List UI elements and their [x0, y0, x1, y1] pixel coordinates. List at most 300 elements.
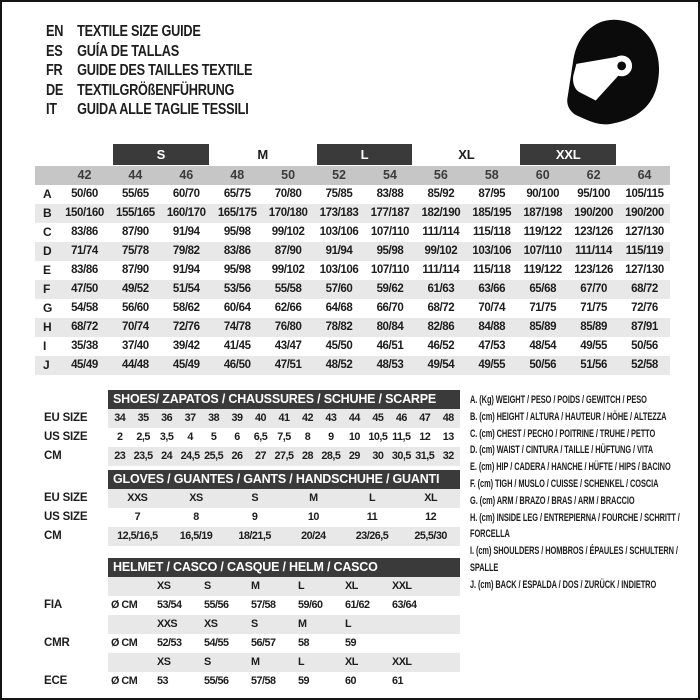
row-letter: D: [43, 244, 52, 258]
measurement-value: 107/110: [370, 264, 410, 276]
measurement-row: [35, 318, 670, 337]
gloves-value: 18/21,5: [238, 530, 271, 542]
helmet-value: 57/58: [251, 599, 276, 611]
measurement-value: 79/82: [172, 245, 200, 257]
shoes-value: 30,5: [391, 450, 411, 462]
shoes-value: 24,5: [180, 450, 200, 462]
helmet-sizes-spacer: [35, 577, 108, 596]
shoes-value: 32: [442, 450, 454, 462]
measurement-value: 90/100: [526, 188, 560, 200]
helmet-values-row: [108, 596, 460, 615]
measurement-value: 95/98: [223, 226, 251, 238]
measurement-value: 46/51: [376, 340, 404, 352]
measurement-value: 103/106: [319, 264, 359, 276]
shoes-value: 6,5: [253, 431, 268, 443]
shoes-value: 13: [442, 431, 454, 443]
section-title-spacer: [35, 558, 108, 577]
gloves-value: 8: [193, 511, 199, 523]
row-letter: A: [43, 187, 52, 201]
measurement-value: 170/180: [268, 207, 308, 219]
size-label: 52: [332, 168, 346, 182]
helmet-value: 55/56: [204, 675, 229, 687]
helmet-size-label: L: [298, 656, 305, 668]
measurement-value: 95/98: [223, 264, 251, 276]
helmet-values-row: [108, 672, 460, 691]
racing-helmet-icon: [558, 16, 664, 130]
helmet-size-label: S: [251, 618, 258, 630]
size-row-spacer: [35, 166, 59, 185]
helmet-size-label: M: [251, 656, 260, 668]
gloves-size-table: [35, 470, 460, 546]
shoes-value: 42: [301, 412, 313, 424]
language-title: GUIDA ALLE TAGLIE TESSILI: [77, 101, 249, 118]
helmet-size-label: [389, 615, 436, 634]
group-header-spacer: [35, 144, 110, 165]
gloves-value: 11: [366, 511, 378, 523]
measurement-value: 82/86: [427, 321, 455, 333]
size-label: 44: [128, 168, 143, 182]
shoes-value: 43: [325, 412, 337, 424]
shoes-value: 28,5: [321, 450, 341, 462]
size-label: 64: [637, 168, 652, 182]
row-letter: E: [43, 263, 52, 277]
measurement-value: 187/198: [523, 207, 563, 219]
measurement-value: 111/114: [575, 245, 613, 257]
size-group-s: S: [113, 144, 209, 165]
measurement-value: 99/102: [271, 226, 305, 238]
measurement-value: 83/86: [71, 226, 98, 238]
legend-item: C. (cm) CHEST / PECHO / POITRINE / TRUHE / PETTO: [470, 427, 656, 440]
measurement-value: 75/85: [325, 188, 353, 200]
measurement-value: 155/165: [115, 207, 155, 219]
row-letter: B: [43, 206, 52, 220]
measurement-row: [35, 223, 670, 242]
row-letter: G: [43, 301, 53, 315]
measurement-value: 85/89: [529, 321, 557, 333]
measurement-value: 47/53: [478, 340, 506, 352]
measurement-value: 41/45: [223, 340, 251, 352]
measurement-row: [35, 337, 670, 356]
helmet-value: 59: [345, 637, 357, 649]
helmet-size-label: XS: [157, 656, 171, 668]
measurement-value: 70/74: [121, 321, 149, 333]
helmet-value: 58: [298, 637, 310, 649]
shoes-value: 3,5: [159, 431, 174, 443]
measurement-value: 80/84: [376, 321, 404, 333]
helmet-diameter-spacer: [108, 615, 154, 634]
measurement-value: 111/114: [422, 264, 460, 276]
gloves-row-label: US SIZE: [44, 511, 88, 523]
shoes-row: [108, 447, 460, 466]
gloves-row-label: CM: [44, 530, 62, 542]
measurement-value: 49/55: [478, 359, 506, 371]
measurement-value: 123/126: [574, 226, 613, 238]
gloves-value: 12: [425, 511, 437, 523]
diameter-cm-label: Ø CM: [111, 637, 138, 649]
shoes-value: 23,5: [133, 450, 153, 462]
measurement-value: 119/122: [523, 264, 562, 276]
measurement-value: 70/80: [274, 188, 302, 200]
measurement-value: 49/52: [121, 283, 149, 295]
shoes-value: 2: [116, 431, 123, 443]
gloves-value: 16,5/19: [179, 530, 213, 542]
measurement-value: 47/50: [71, 283, 98, 295]
measurement-value: 87/95: [478, 188, 506, 200]
shoes-row-label: US SIZE: [44, 431, 88, 443]
shoes-value: 35: [137, 412, 149, 424]
gloves-value: L: [368, 492, 376, 504]
gloves-value: 9: [251, 511, 258, 523]
measurement-value: 47/51: [274, 359, 302, 371]
language-row: [46, 100, 252, 120]
measurement-value: 83/86: [71, 264, 98, 276]
shoes-value: 37: [184, 412, 196, 424]
measurement-value: 45/49: [71, 359, 98, 371]
measurement-value: 45/49: [172, 359, 200, 371]
measurement-row: [35, 261, 670, 280]
measurement-value: 107/110: [370, 226, 410, 238]
measurement-value: 165/175: [217, 207, 257, 219]
gloves-value: 25,5/30: [414, 530, 447, 542]
shoes-value: 34: [114, 412, 126, 424]
helmet-size-label: XS: [157, 580, 171, 592]
legend-item: G. (cm) ARM / BRAZO / BRAS / ARM / BRACCIO: [470, 494, 635, 507]
legend-item: H. (cm) INSIDE LEG / ENTREPIERNA / FOURCHE / SCHRITT / FORCELLA: [470, 511, 680, 541]
shoes-value: 44: [348, 412, 360, 424]
measurement-value: 91/94: [325, 245, 353, 257]
measurement-value: 103/106: [472, 245, 512, 257]
helmet-size-label: XL: [345, 656, 358, 668]
measurement-value: 71/75: [580, 302, 607, 314]
measurement-value: 99/102: [424, 245, 458, 257]
helmet-size-label: M: [251, 580, 260, 592]
measurement-value: 78/82: [325, 321, 353, 333]
measurement-value: 87/91: [631, 321, 658, 333]
measurement-row: [35, 204, 670, 223]
shoes-title: SHOES/ ZAPATOS / CHAUSSURES / SCHUHE / SCARPE: [108, 390, 460, 409]
shoes-value: 46: [395, 412, 407, 424]
shoes-value: 27,5: [274, 450, 294, 462]
measurement-value: 83/88: [376, 188, 404, 200]
language-code: EN: [46, 23, 64, 40]
shoes-row: [108, 428, 460, 447]
row-letter: C: [43, 225, 52, 239]
measurement-value: 54/58: [71, 302, 98, 314]
language-title: GUIDE DES TAILLES TEXTILE: [77, 62, 253, 79]
helmet-value: 59/60: [298, 599, 323, 611]
helmet-value: 53: [157, 675, 169, 687]
helmet-size-label: XXS: [157, 618, 178, 630]
size-group-xl: XL: [458, 147, 475, 162]
gloves-value: XXS: [127, 492, 148, 504]
measurement-value: 84/88: [478, 321, 506, 333]
shoes-value: 38: [208, 412, 220, 424]
gloves-value: S: [251, 492, 259, 504]
helmet-value: 63/64: [392, 599, 417, 611]
helmet-values-row: [108, 634, 460, 653]
measurement-value: 57/60: [325, 283, 353, 295]
measurement-value: 91/94: [172, 264, 200, 276]
measurement-value: 50/56: [631, 340, 658, 352]
shoes-value: 26: [231, 450, 243, 462]
helmet-sizes-spacer: [35, 653, 108, 672]
gloves-row: [108, 508, 460, 527]
language-title: TEXTILE SIZE GUIDE: [77, 23, 201, 40]
measurement-value: 107/110: [523, 245, 562, 257]
shoes-value: 11,5: [392, 431, 411, 443]
helmet-value: 57/58: [251, 675, 276, 687]
helmet-value: 52/53: [157, 637, 182, 649]
gloves-value: 7: [134, 511, 141, 523]
measurement-value: 91/94: [172, 226, 200, 238]
measurement-value: 65/68: [529, 283, 557, 295]
language-row: [46, 81, 252, 101]
row-letter: J: [43, 358, 50, 372]
diameter-cm-label: Ø CM: [111, 675, 138, 687]
measurement-value: 37/40: [121, 340, 149, 352]
language-code: DE: [46, 81, 64, 99]
shoes-row-label: CM: [44, 450, 62, 462]
measurement-value: 182/190: [421, 207, 461, 219]
measurement-value: 190/200: [625, 207, 664, 219]
size-label: 50: [281, 168, 296, 182]
shoes-value: 29: [348, 450, 360, 462]
helmet-value: 56/57: [251, 637, 276, 649]
gloves-title: GLOVES / GUANTES / GANTS / HANDSCHUHE / GUANTI: [108, 470, 460, 489]
measurement-value: 35/38: [71, 340, 98, 352]
measurement-value: 87/90: [274, 245, 302, 257]
measurement-value: 115/118: [473, 226, 511, 238]
measurement-value: 99/102: [271, 264, 305, 276]
size-label: 54: [383, 168, 397, 182]
shoes-value: 27: [255, 450, 267, 462]
measurement-value: 55/65: [121, 188, 149, 200]
measurement-value: 48/54: [529, 340, 557, 352]
legend-item: A. (Kg) WEIGHT / PESO / POIDS / GEWITCH / PESO: [470, 394, 647, 406]
measurement-value: 68/72: [71, 321, 98, 333]
shoes-value: 36: [161, 412, 173, 424]
measurement-row: [35, 356, 670, 375]
measurement-value: 185/195: [472, 207, 512, 219]
shoes-value: 23: [114, 450, 126, 462]
helmet-value: [389, 634, 436, 653]
measurement-value: 60/64: [223, 302, 251, 314]
measurement-value: 50/56: [529, 359, 557, 371]
helmet-size-label: XXL: [392, 656, 412, 668]
helmet-size-label: M: [298, 618, 307, 630]
measurement-value: 127/130: [625, 226, 664, 238]
textile-size-table: [35, 144, 670, 375]
size-label: 46: [179, 168, 194, 182]
measurement-value: 76/80: [274, 321, 302, 333]
shoes-value: 4: [187, 431, 193, 443]
gloves-value: M: [309, 492, 318, 504]
shoes-value: 30: [372, 450, 384, 462]
measurement-value: 150/160: [65, 207, 104, 219]
measurement-value: 177/187: [370, 207, 410, 219]
measurement-value: 66/70: [376, 302, 404, 314]
measurement-value: 67/70: [580, 283, 607, 295]
language-title-list: [46, 22, 252, 120]
measurement-value: 71/75: [529, 302, 557, 314]
size-label: 42: [77, 168, 92, 182]
measurement-value: 190/200: [574, 207, 613, 219]
shoes-value: 28: [301, 450, 313, 462]
measurement-value: 115/118: [473, 264, 511, 276]
shoes-value: 7,5: [277, 431, 291, 443]
shoes-value: 40: [255, 412, 267, 424]
helmet-diameter-spacer: [108, 653, 154, 672]
helmet-size-label: L: [345, 618, 352, 630]
helmet-size-label: XS: [204, 618, 218, 630]
size-group-l: L: [317, 144, 413, 165]
helmet-size-label: XL: [345, 580, 358, 592]
measurement-value: 103/106: [319, 226, 359, 238]
measurement-row: [35, 280, 670, 299]
size-label: 58: [484, 168, 499, 182]
legend-item: J. (cm) BACK / ESPALDA / DOS / ZURÜCK / INDIETRO: [470, 578, 657, 591]
shoes-value: 8: [304, 431, 311, 443]
numeric-size-row: [35, 166, 670, 185]
legend-item: E. (cm) HIP / CADERA / HANCHE / HÜFTE / HIPS / BACINO: [470, 461, 671, 474]
measurement-value: 87/90: [121, 226, 149, 238]
measurement-value: 59/62: [376, 283, 404, 295]
helmet-value: 55/56: [204, 599, 229, 611]
measurement-value: 65/75: [223, 188, 251, 200]
measurement-value: 127/130: [625, 264, 664, 276]
measurement-value: 48/52: [325, 359, 353, 371]
measurement-value: 75/78: [121, 245, 149, 257]
helmet-size-label: S: [204, 656, 211, 668]
legend-item: D. (cm) WAIST / CINTURA / TAILLE / HÜFTUNG / VITA: [470, 444, 654, 457]
measurement-value: 123/126: [574, 264, 613, 276]
measurement-row: [35, 185, 670, 204]
measurement-value: 49/55: [580, 340, 607, 352]
shoes-value: 45: [372, 412, 384, 424]
legend-item: I. (cm) SHOULDERS / HOMBROS / ÉPAULES / SCHULTERN / SPALLE: [470, 545, 678, 574]
measurement-value: 51/56: [580, 359, 607, 371]
shoes-value: 12: [419, 431, 431, 443]
measurement-value: 46/50: [223, 359, 251, 371]
gloves-value: 23/26,5: [355, 530, 389, 542]
language-code: IT: [46, 101, 57, 118]
gloves-value: XL: [424, 492, 438, 504]
shoes-value: 25,5: [204, 450, 224, 462]
shoes-value: 10,5: [368, 431, 388, 443]
gloves-value: 12,5/16,5: [117, 530, 158, 542]
helmet-standard-label: CMR: [44, 637, 70, 649]
measurement-value: 119/122: [523, 226, 562, 238]
size-group-m: M: [257, 147, 268, 162]
helmet-sizes-row: [108, 615, 460, 634]
language-row: [46, 42, 252, 62]
measurement-value: 44/48: [121, 359, 149, 371]
helmet-value: 60: [345, 675, 357, 687]
legend-item: B. (cm) HEIGHT / ALTURA / HAUTEUR / HÖHE / ALTEZZA: [470, 410, 667, 423]
measurement-value: 49/54: [427, 359, 455, 371]
size-label: 56: [433, 168, 448, 182]
shoes-size-table: [35, 390, 460, 466]
measurement-value: 60/70: [172, 188, 200, 200]
helmet-title: HELMET / CASCO / CASQUE / HELM / CASCO: [108, 558, 460, 577]
measurement-value: 45/50: [325, 340, 353, 352]
size-group-header-row: [35, 144, 670, 165]
helmet-size-table: [35, 558, 460, 691]
gloves-row: [108, 489, 460, 508]
gloves-row-label: EU SIZE: [44, 492, 88, 504]
helmet-standard-label: FIA: [44, 599, 62, 611]
measurement-value: 51/54: [172, 283, 200, 295]
helmet-size-label: S: [204, 580, 211, 592]
gloves-row: [108, 527, 460, 546]
shoes-value: 24: [161, 450, 173, 462]
measurement-value: 68/72: [631, 283, 658, 295]
measurement-value: 64/68: [325, 302, 353, 314]
measurement-value: 72/76: [631, 302, 658, 314]
shoes-value: 47: [419, 412, 431, 424]
shoes-value: 48: [442, 412, 454, 424]
row-letter: F: [43, 282, 51, 296]
size-label: 60: [535, 168, 550, 182]
measurement-value: 173/183: [319, 207, 359, 219]
language-row: [46, 61, 252, 81]
shoes-row: [108, 409, 460, 428]
size-label: 48: [230, 168, 245, 182]
row-letter: I: [43, 339, 47, 353]
shoes-value: 9: [328, 431, 334, 443]
helmet-sizes-row: [108, 653, 460, 672]
measurement-value: 95/100: [577, 188, 610, 200]
size-label: 62: [586, 168, 601, 182]
language-code: FR: [46, 62, 63, 79]
shoes-value: 39: [231, 412, 243, 424]
shoes-row-label: EU SIZE: [44, 412, 88, 424]
helmet-value: 59: [298, 675, 310, 687]
measurement-value: 43/47: [274, 340, 302, 352]
row-letter: H: [43, 320, 52, 334]
shoes-value: 2,5: [136, 431, 150, 443]
measurement-row: [35, 299, 670, 318]
gloves-value: XS: [189, 492, 203, 504]
measurement-row: [35, 242, 670, 261]
measurement-value: 71/74: [71, 245, 98, 257]
helmet-value: 54/55: [204, 637, 229, 649]
measurement-value: 105/115: [625, 188, 664, 200]
measurement-value: 74/78: [223, 321, 251, 333]
language-row: [46, 22, 252, 42]
measurement-value: 70/74: [478, 302, 506, 314]
helmet-sizes-spacer: [35, 615, 108, 634]
shoes-value: 41: [278, 412, 290, 424]
section-title-spacer: [35, 390, 108, 409]
measurement-value: 95/98: [376, 245, 404, 257]
helmet-value: 61: [392, 675, 404, 687]
measurement-value: 85/89: [580, 321, 607, 333]
shoes-value: 10: [348, 431, 360, 443]
helmet-value: 61/62: [345, 599, 370, 611]
measurement-value: 48/53: [376, 359, 404, 371]
size-group-xxl: XXL: [520, 144, 616, 165]
shoes-value: 31,5: [415, 450, 435, 462]
measurement-value: 83/86: [223, 245, 251, 257]
helmet-standard-label: ECE: [44, 675, 68, 687]
gloves-value: 20/24: [301, 530, 326, 542]
measurement-value: 61/63: [427, 283, 455, 295]
helmet-size-label: XXL: [392, 580, 412, 592]
shoes-value: 6: [234, 431, 240, 443]
measurement-value: 63/66: [478, 283, 506, 295]
measurement-value: 58/62: [172, 302, 200, 314]
